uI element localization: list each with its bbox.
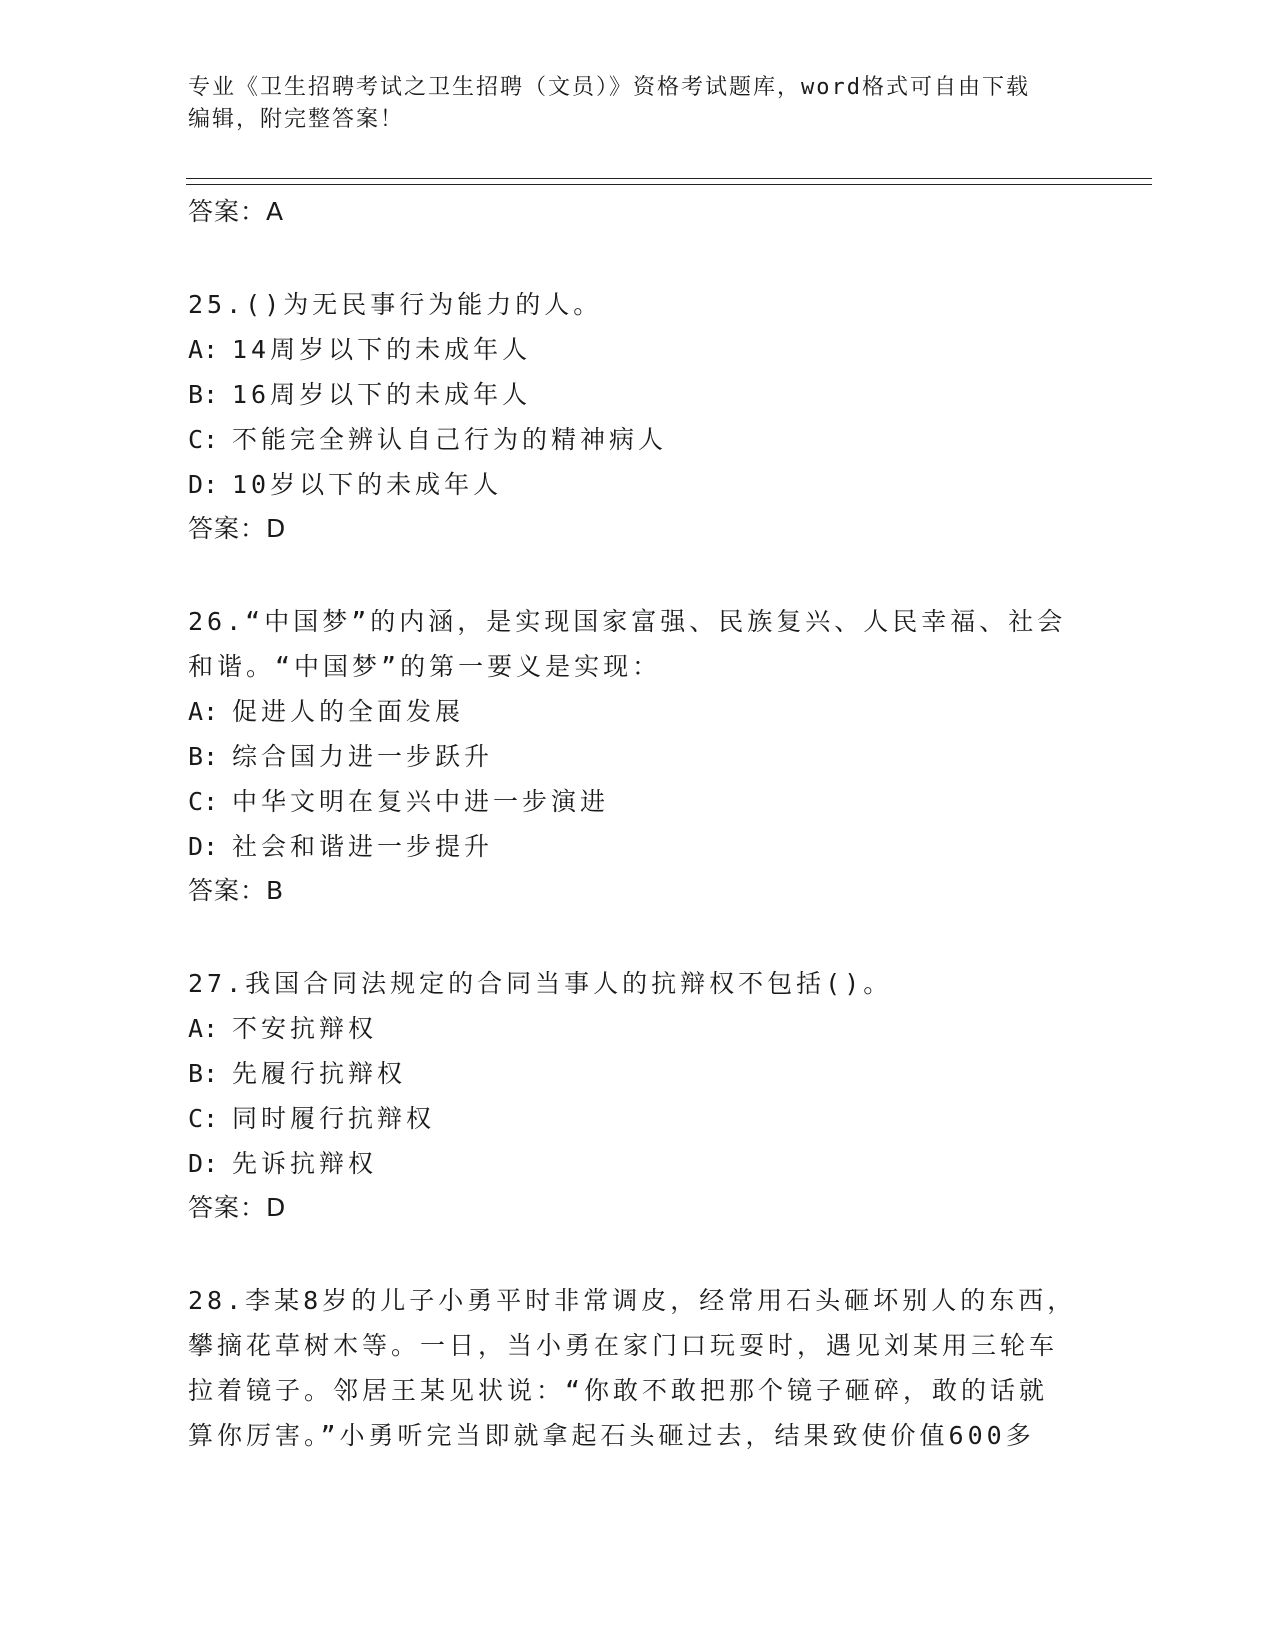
question-text: [188, 282, 1088, 327]
header-divider-top: [186, 178, 1152, 179]
option-b: B: 先履行抗辩权: [188, 1059, 407, 1088]
answer-label: 答案：D: [188, 1193, 287, 1222]
question-line: 攀摘花草树木等。一日，当小勇在家门口玩耍时，遇见刘某用三轮车: [188, 1331, 1059, 1360]
question-line: 28.李某8岁的儿子小勇平时非常调皮，经常用石头砸坏别人的东西，: [188, 1286, 1077, 1315]
question-line: 算你厉害。”小勇听完当即就拿起石头砸过去，结果致使价值600多: [188, 1421, 1035, 1450]
header-divider-bottom: [186, 184, 1152, 185]
option-d: D: 先诉抗辩权: [188, 1149, 378, 1178]
option-a: A: 促进人的全面发展: [188, 697, 465, 726]
question-line: 拉着镜子。邻居王某见状说：“你敢不敢把那个镜子砸碎，敢的话就: [188, 1376, 1049, 1405]
question-block: [188, 282, 1088, 551]
question-list: [188, 190, 1088, 1458]
question-block: [188, 961, 1088, 1230]
option-b: B: 16周岁以下的未成年人: [188, 380, 532, 409]
option-c: C: 不能完全辨认自己行为的精神病人: [188, 425, 668, 454]
answer-label: 答案：D: [188, 514, 287, 543]
answer-label: 答案：B: [188, 876, 285, 905]
question-text: [188, 1278, 1088, 1458]
question-block: [188, 1278, 1088, 1458]
header-line-2: 编辑，附完整答案！: [188, 107, 405, 132]
option-d: D: 社会和谐进一步提升: [188, 832, 494, 861]
option-a: A: 14周岁以下的未成年人: [188, 335, 532, 364]
question-line: 和谐。“中国梦”的第一要义是实现：: [188, 652, 662, 681]
question-line: 25.()为无民事行为能力的人。: [188, 290, 603, 319]
header-line-1: 专业《卫生招聘考试之卫生招聘（文员）》资格考试题库，word格式可自由下载: [188, 75, 1030, 100]
question-text: [188, 961, 1088, 1006]
question-block: [188, 599, 1088, 913]
option-c: C: 中华文明在复兴中进一步演进: [188, 787, 610, 816]
question-text: [188, 599, 1088, 689]
answer-label: 答案：A: [188, 197, 285, 226]
option-b: B: 综合国力进一步跃升: [188, 742, 494, 771]
question-line: 27.我国合同法规定的合同当事人的抗辩权不包括()。: [188, 969, 893, 998]
document-header: [188, 72, 1088, 136]
question-line: 26.“中国梦”的内涵，是实现国家富强、民族复兴、人民幸福、社会: [188, 607, 1067, 636]
option-d: D: 10岁以下的未成年人: [188, 470, 503, 499]
option-c: C: 同时履行抗辩权: [188, 1104, 436, 1133]
option-a: A: 不安抗辩权: [188, 1014, 378, 1043]
